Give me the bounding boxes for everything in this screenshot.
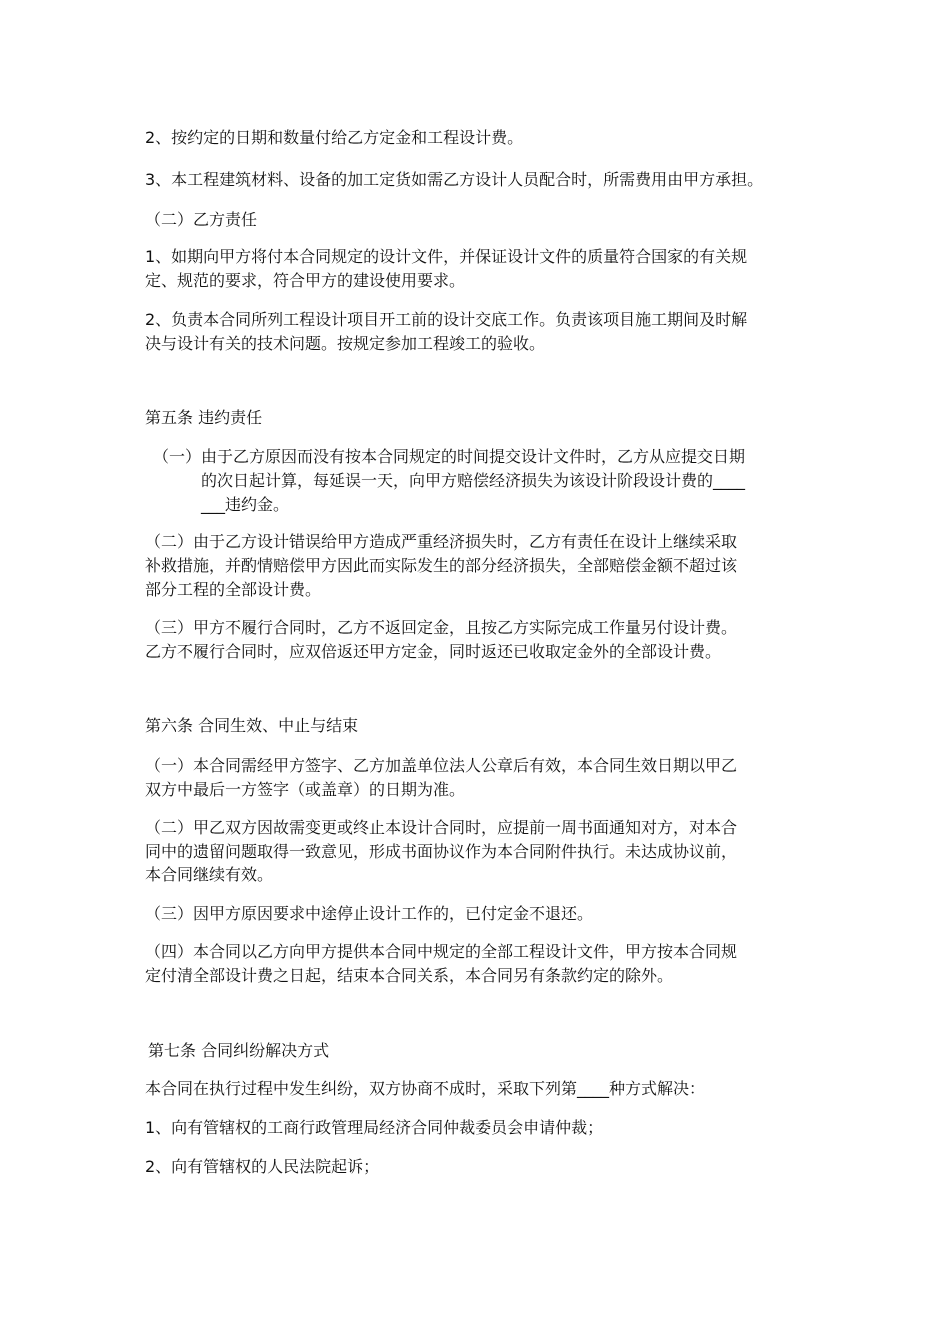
article-6-item-1-line-2: 双方中最后一方签字（或盖章）的日期为准。 bbox=[145, 780, 466, 799]
party-b-duty-2-line-2: 决与设计有关的技术问题。按规定参加工程竣工的验收。 bbox=[145, 334, 546, 353]
article-5-item-2-line-2: 补救措施，并酌情赔偿甲方因此而实际发生的部分经济损失，全部赔偿金额不超过该 bbox=[145, 556, 738, 575]
article-7-intro: 本合同在执行过程中发生纠纷，双方协商不成时，采取下列第____种方式解决： bbox=[145, 1079, 706, 1098]
party-b-heading: （二）乙方责任 bbox=[145, 210, 258, 229]
article-5-item-1-line-2: 的次日起计算，每延误一天，向甲方赔偿经济损失为该设计阶段设计费的____ bbox=[201, 471, 746, 490]
article-7-option-1: 1、向有管辖权的工商行政管理局经济合同仲裁委员会申请仲裁； bbox=[145, 1118, 604, 1137]
article-5-item-1-number: （一） bbox=[153, 447, 202, 466]
article-5-item-3-line-2: 乙方不履行合同时，应双倍返还甲方定金，同时返还已收取定金外的全部设计费。 bbox=[145, 642, 722, 661]
article-5-item-1-line-1: 由于乙方原因而没有按本合同规定的时间提交设计文件时，乙方从应提交日期 bbox=[201, 447, 746, 466]
article-6-item-2-line-1: （二）甲乙双方因故需变更或终止本设计合同时，应提前一周书面通知对方，对本合 bbox=[145, 818, 738, 837]
article-5-item-1-text bbox=[201, 445, 801, 517]
article-6-item-4-line-2: 定付清全部设计费之日起，结束本合同关系，本合同另有条款约定的除外。 bbox=[145, 966, 674, 985]
article-6-item-4-line-1: （四）本合同以乙方向甲方提供本合同中规定的全部工程设计文件，甲方按本合同规 bbox=[145, 942, 738, 961]
article-7-title: 第七条 合同纠纷解决方式 bbox=[148, 1041, 330, 1060]
party-b-duty-1-line-2: 定、规范的要求，符合甲方的建设使用要求。 bbox=[145, 271, 466, 290]
article-7-option-2: 2、向有管辖权的人民法院起诉； bbox=[145, 1157, 380, 1176]
party-b-duty-1-line-1: 1、如期向甲方将付本合同规定的设计文件，并保证设计文件的质量符合国家的有关规 bbox=[145, 247, 748, 266]
party-a-duty-2: 2、按约定的日期和数量付给乙方定金和工程设计费。 bbox=[145, 128, 524, 147]
article-5-item-2-line-3: 部分工程的全部设计费。 bbox=[145, 580, 322, 599]
party-a-duty-3: 3、本工程建筑材料、设备的加工定货如需乙方设计人员配合时，所需费用由甲方承担。 bbox=[145, 170, 764, 189]
article-6-item-2-line-3: 本合同继续有效。 bbox=[145, 865, 274, 884]
article-5-title: 第五条 违约责任 bbox=[145, 408, 263, 427]
article-5-item-1-line-3: ___违约金。 bbox=[201, 495, 290, 514]
article-6-item-2-line-2: 同中的遗留问题取得一致意见，形成书面协议作为本合同附件执行。未达成协议前， bbox=[145, 842, 738, 861]
article-5-item-2-line-1: （二）由于乙方设计错误给甲方造成严重经济损失时，乙方有责任在设计上继续采取 bbox=[145, 532, 738, 551]
article-6-item-1-line-1: （一）本合同需经甲方签字、乙方加盖单位法人公章后有效，本合同生效日期以甲乙 bbox=[145, 756, 738, 775]
article-6-item-3: （三）因甲方原因要求中途停止设计工作的，已付定金不退还。 bbox=[145, 904, 594, 923]
article-5-item-3-line-1: （三）甲方不履行合同时，乙方不返回定金，且按乙方实际完成工作量另付设计费。 bbox=[145, 618, 738, 637]
party-b-duty-2-line-1: 2、负责本合同所列工程设计项目开工前的设计交底工作。负责该项目施工期间及时解 bbox=[145, 310, 748, 329]
article-6-title: 第六条 合同生效、中止与结束 bbox=[145, 716, 359, 735]
